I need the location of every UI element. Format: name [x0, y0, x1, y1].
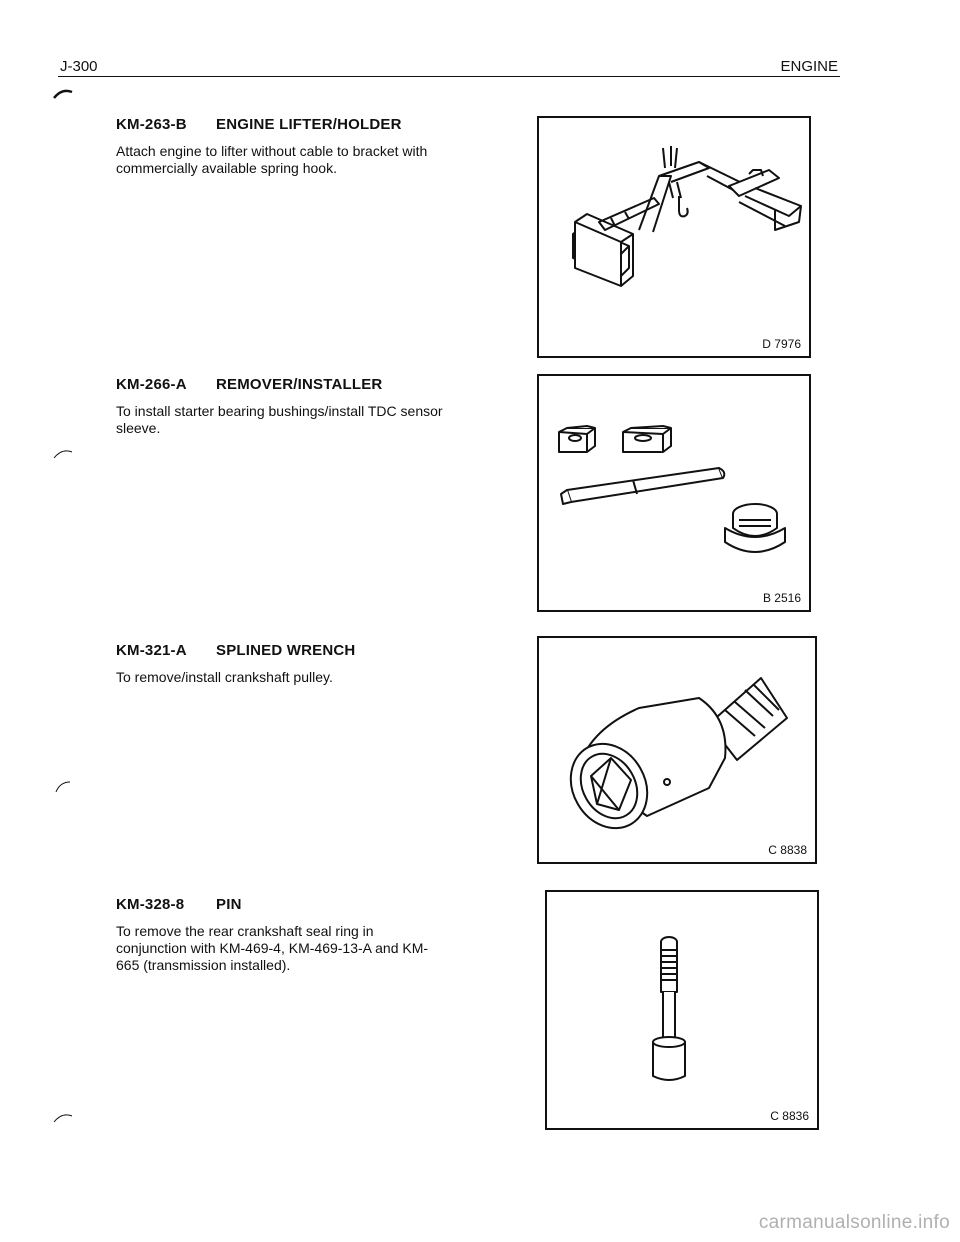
tool-entry-km-328-8: [116, 896, 446, 974]
splined-wrench-illustration: [539, 638, 815, 862]
tool-name: ENGINE LIFTER/HOLDER: [216, 116, 402, 133]
figure-splined-wrench: [537, 636, 817, 864]
tool-code: KM-266-A: [116, 376, 187, 393]
figure-label: C 8836: [770, 1109, 809, 1123]
tool-entry-km-266-a: [116, 376, 446, 437]
figure-label: B 2516: [762, 591, 801, 605]
section-title: ENGINE: [780, 58, 838, 75]
tool-code: KM-328-8: [116, 896, 185, 913]
tool-code: KM-321-A: [116, 642, 187, 659]
tool-entry-km-321-a: [116, 642, 446, 686]
tool-title: [116, 116, 446, 133]
tool-description: To install starter bearing bushings/install TDC sensor sleeve.: [116, 403, 443, 436]
margin-mark: [52, 1110, 76, 1124]
header-rule: [58, 76, 840, 77]
tool-code: KM-263-B: [116, 116, 187, 133]
figure-engine-lifter: [537, 116, 811, 358]
figure-label: C 8838: [768, 843, 807, 857]
margin-mark: [52, 780, 76, 794]
tool-description: To remove/install crankshaft pulley.: [116, 669, 333, 685]
tool-title: [116, 642, 446, 659]
figure-pin: [545, 890, 819, 1130]
page-number: J-300: [60, 58, 98, 75]
tool-name: SPLINED WRENCH: [216, 642, 356, 659]
margin-mark: [52, 86, 76, 100]
tool-description: Attach engine to lifter without cable to bracket with commercially available spring hook.: [116, 143, 428, 176]
tool-entry-km-263-b: [116, 116, 446, 177]
figure-label: D 7976: [762, 337, 801, 351]
figure-remover-installer: [537, 374, 811, 612]
watermark: carmanualsonline.info: [758, 1212, 950, 1233]
tool-name: REMOVER/INSTALLER: [216, 376, 383, 393]
tool-name: PIN: [216, 896, 242, 913]
tool-title: [116, 376, 446, 393]
remover-installer-illustration: [539, 376, 809, 610]
margin-mark: [52, 446, 76, 460]
tool-description: To remove the rear crankshaft seal ring in conjunction with KM-469-4, KM-469-13-A and KM-665 (transmission installed).: [116, 923, 429, 973]
tool-title: [116, 896, 446, 913]
pin-illustration: [547, 892, 817, 1128]
engine-lifter-illustration: [539, 118, 809, 356]
